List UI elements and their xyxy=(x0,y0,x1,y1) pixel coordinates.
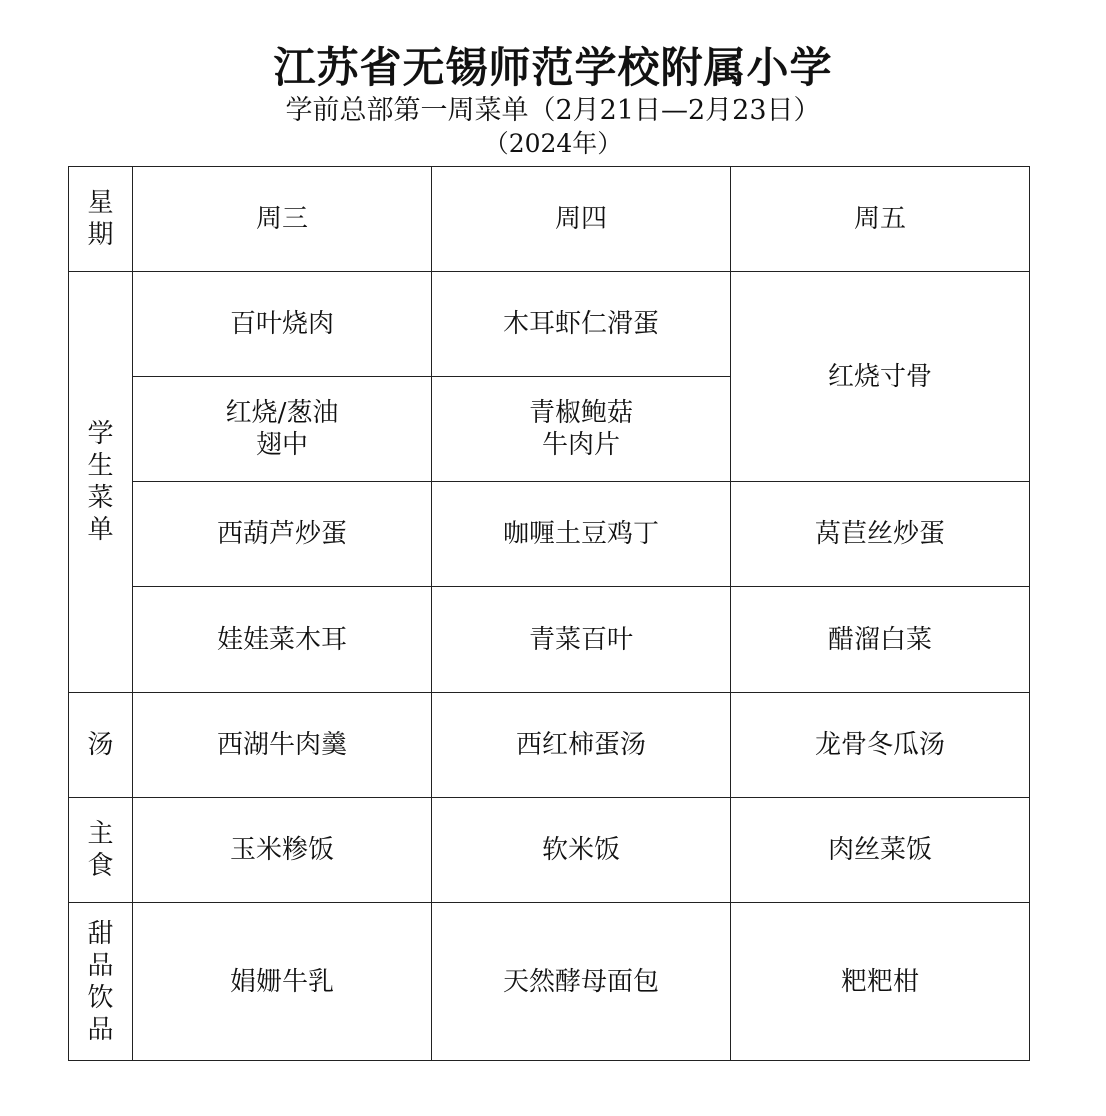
thu-dish-3: 咖喱土豆鸡丁 xyxy=(432,482,731,587)
thu-dish-4: 青菜百叶 xyxy=(432,587,731,693)
table-row-soup xyxy=(69,693,1030,798)
thu-dish-1: 木耳虾仁滑蛋 xyxy=(432,272,731,377)
soup-label: 汤 xyxy=(87,730,114,760)
table-row-staple xyxy=(69,798,1030,903)
wed-soup: 西湖牛肉羹 xyxy=(133,693,432,798)
school-title: 江苏省无锡师范学校附属小学 xyxy=(273,43,833,92)
dessert-label-cell xyxy=(69,903,133,1061)
fri-soup: 龙骨冬瓜汤 xyxy=(731,693,1030,798)
fri-dish-1: 红烧寸骨 xyxy=(731,272,1030,482)
wed-dish-1: 百叶烧肉 xyxy=(133,272,432,377)
thu-dessert: 天然酵母面包 xyxy=(432,903,731,1061)
wed-dessert: 娟姗牛乳 xyxy=(133,903,432,1061)
table-row-dessert xyxy=(69,903,1030,1061)
fri-dish-3: 莴苣丝炒蛋 xyxy=(731,482,1030,587)
day-thursday: 周四 xyxy=(432,167,731,272)
menu-subtitle: 学前总部第一周菜单（2月21日—2月23日） xyxy=(285,95,821,126)
fri-dessert: 粑粑柑 xyxy=(731,903,1030,1061)
table-row-student-1 xyxy=(69,272,1030,377)
menu-year: （2024年） xyxy=(483,129,623,158)
day-wednesday: 周三 xyxy=(133,167,432,272)
fri-staple: 肉丝菜饭 xyxy=(731,798,1030,903)
thu-staple: 软米饭 xyxy=(432,798,731,903)
staple-label-cell xyxy=(69,798,133,903)
dessert-label: 甜品饮品 xyxy=(87,918,114,1045)
wed-dish-3: 西葫芦炒蛋 xyxy=(133,482,432,587)
wed-dish-4: 娃娃菜木耳 xyxy=(133,587,432,693)
student-menu-label: 学生菜单 xyxy=(87,419,114,545)
wed-dish-2: 红烧/葱油 翅中 xyxy=(133,377,432,482)
table-row-student-4 xyxy=(69,587,1030,693)
day-friday: 周五 xyxy=(731,167,1030,272)
weekday-label: 星期 xyxy=(87,188,114,250)
thu-dish-2: 青椒鲍菇 牛肉片 xyxy=(432,377,731,482)
soup-label-cell xyxy=(69,693,133,798)
weekday-label-cell xyxy=(69,167,133,272)
weekly-menu-table xyxy=(68,166,1030,1061)
table-row-header xyxy=(69,167,1030,272)
table-row-student-3 xyxy=(69,482,1030,587)
thu-soup: 西红柿蛋汤 xyxy=(432,693,731,798)
student-menu-label-cell xyxy=(69,272,133,693)
fri-dish-4: 醋溜白菜 xyxy=(731,587,1030,693)
wed-staple: 玉米糁饭 xyxy=(133,798,432,903)
staple-label: 主食 xyxy=(87,819,114,881)
